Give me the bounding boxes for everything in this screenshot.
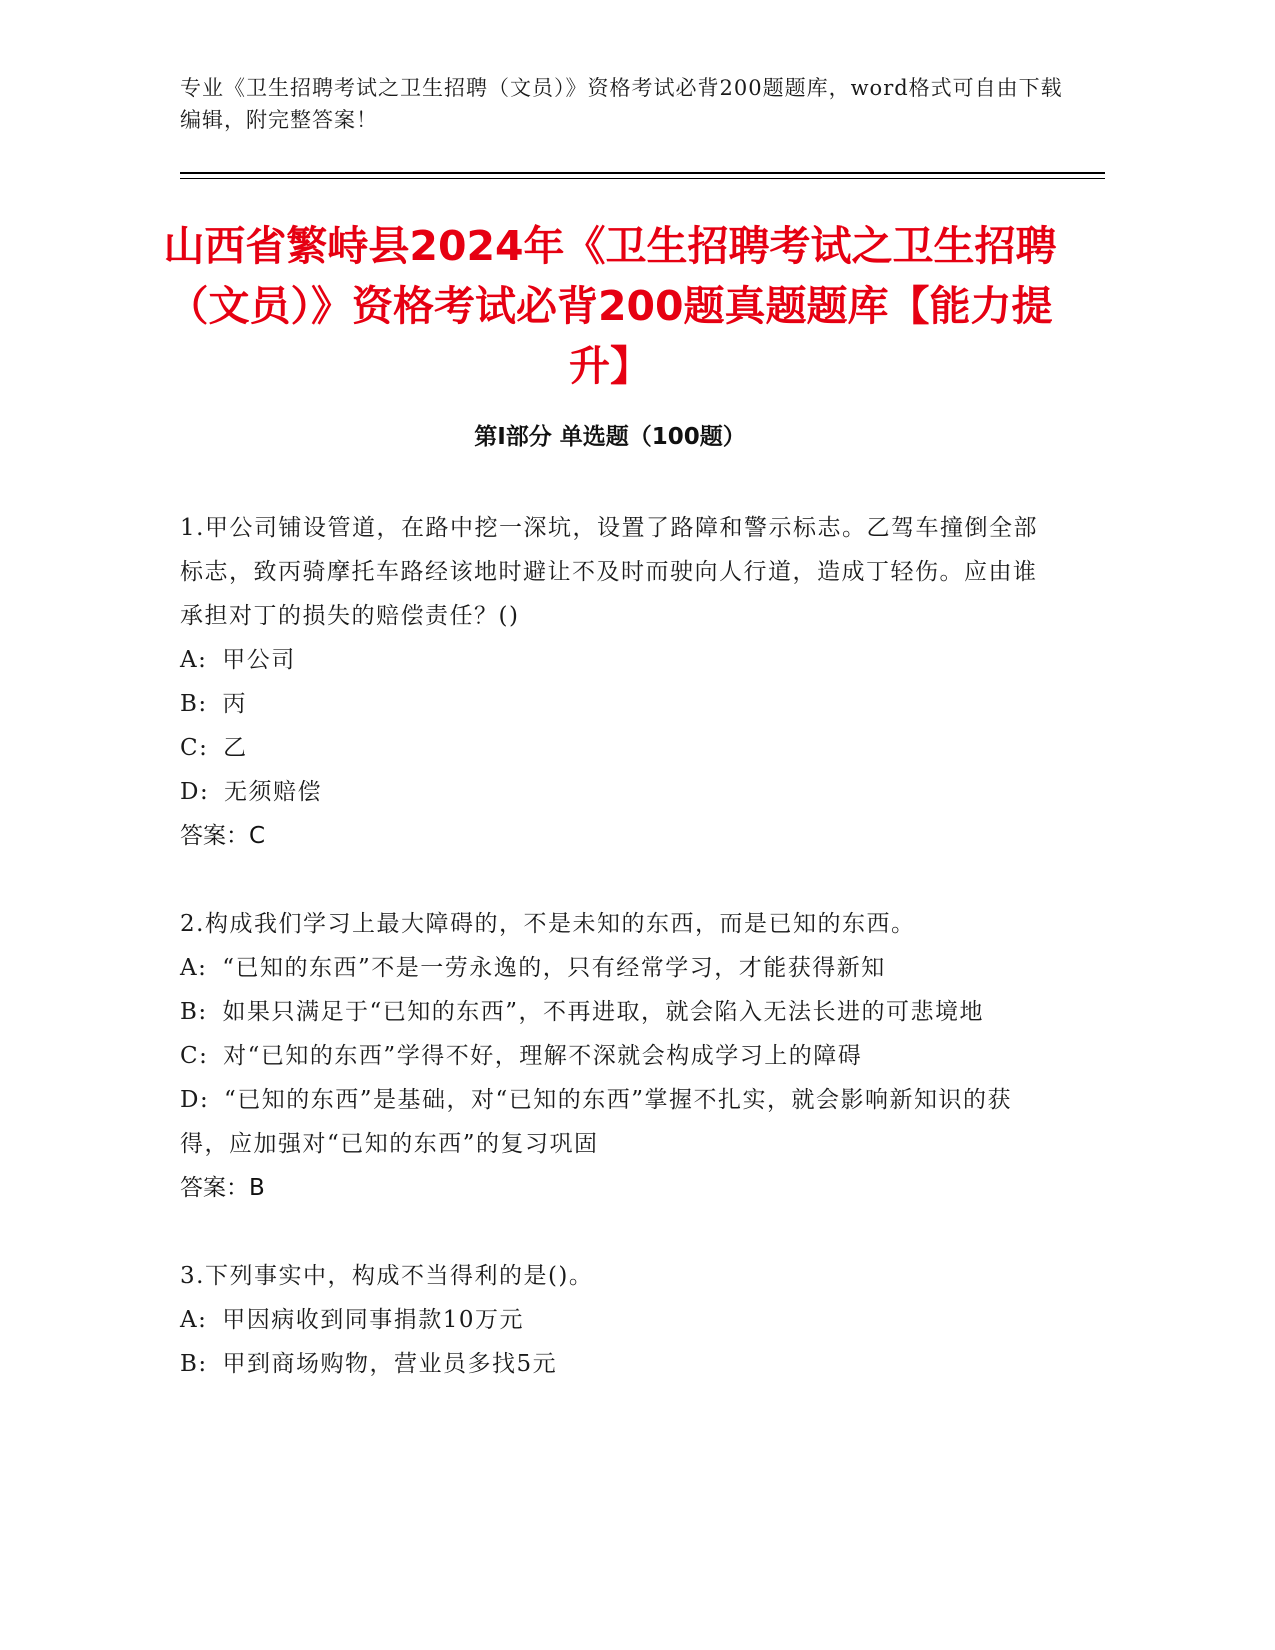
option-letter: D [180, 1087, 200, 1113]
option-letter: A [180, 955, 199, 981]
question-1 [180, 506, 1040, 858]
option-text: 对“已知的东西”学得不好，理解不深就会构成学习上的障碍 [223, 1043, 863, 1069]
option-a: A: 甲因病收到同事捐款10万元 [180, 1307, 524, 1333]
section-heading: 第I部分 单选题（100题） [474, 424, 746, 450]
option-text: 甲公司 [222, 647, 296, 673]
question-2 [180, 902, 1040, 1210]
option-letter: A [180, 1307, 199, 1333]
option-letter: B [180, 1351, 199, 1377]
option-text: 丙 [222, 691, 247, 717]
option-b: B: 丙 [180, 691, 247, 717]
option-b: B: 如果只满足于“已知的东西”，不再进取，就会陷入无法长进的可悲境地 [180, 999, 984, 1025]
option-b: B: 甲到商场购物，营业员多找5元 [180, 1351, 558, 1377]
option-letter: C [180, 1043, 200, 1069]
option-d: D: 无须赔偿 [180, 779, 323, 805]
answer-line: 答案：C [180, 823, 266, 849]
question-stem: 2.构成我们学习上最大障碍的，不是未知的东西，而是已知的东西。 [180, 911, 916, 937]
question-3 [180, 1254, 1040, 1386]
option-d: D: “已知的东西”是基础，对“已知的东西”掌握不扎实，就会影响新知识的获得，应加强对“已知的东西”的复习巩固 [180, 1087, 1013, 1157]
answer-line: 答案：B [180, 1175, 265, 1201]
option-letter: A [180, 647, 199, 673]
option-text: 如果只满足于“已知的东西”，不再进取，就会陷入无法长进的可悲境地 [222, 999, 984, 1025]
header-note: 专业《卫生招聘考试之卫生招聘（文员）》资格考试必背200题题库，word格式可自由下载编辑，附完整答案！ [180, 76, 1063, 132]
option-c: C: 乙 [180, 735, 248, 761]
question-list [180, 506, 1040, 1430]
option-text: 乙 [223, 735, 248, 761]
header-rule-thin [180, 178, 1105, 179]
option-a: A: “已知的东西”不是一劳永逸的，只有经常学习，才能获得新知 [180, 955, 886, 981]
option-c: C: 对“已知的东西”学得不好，理解不深就会构成学习上的障碍 [180, 1043, 863, 1069]
option-a: A: 甲公司 [180, 647, 296, 673]
option-text: 甲到商场购物，营业员多找5元 [222, 1351, 558, 1377]
option-text: 甲因病收到同事捐款10万元 [222, 1307, 524, 1333]
question-stem: 1.甲公司铺设管道，在路中挖一深坑，设置了路障和警示标志。乙驾车撞倒全部标志，致丙骑摩托车路经该地时避让不及时而驶向人行道，造成丁轻伤。应由谁承担对丁的损失的赔偿责任？() [180, 515, 1038, 629]
header-rule-thick [180, 172, 1105, 174]
option-letter: B [180, 999, 199, 1025]
option-letter: B [180, 691, 199, 717]
option-text: “已知的东西”是基础，对“已知的东西”掌握不扎实，就会影响新知识的获得，应加强对“已知的东西”的复习巩固 [180, 1087, 1013, 1157]
option-text: “已知的东西”不是一劳永逸的，只有经常学习，才能获得新知 [222, 955, 886, 981]
option-letter: D [180, 779, 200, 805]
document-title: 山西省繁峙县2024年《卫生招聘考试之卫生招聘（文员）》资格考试必背200题真题题库【能力提升】 [163, 222, 1057, 390]
option-text: 无须赔偿 [224, 779, 323, 805]
option-letter: C [180, 735, 200, 761]
question-stem: 3.下列事实中，构成不当得利的是()。 [180, 1263, 594, 1289]
